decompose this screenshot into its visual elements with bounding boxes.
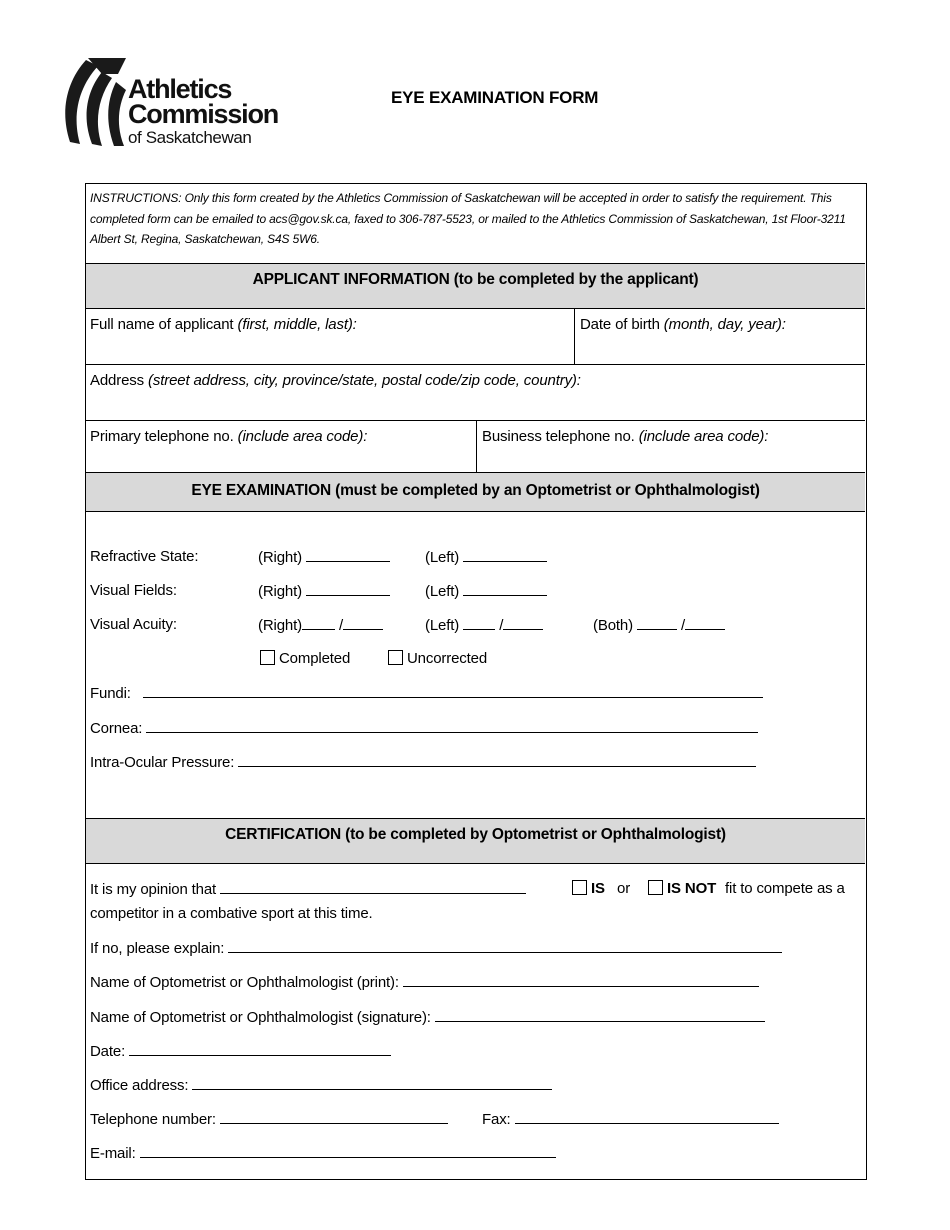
- visual-acuity-left-field[interactable]: (Left) /: [425, 616, 543, 634]
- fax-field[interactable]: Fax:: [482, 1110, 779, 1128]
- form-frame: [85, 183, 867, 1180]
- checkbox-icon: [572, 880, 587, 895]
- uncorrected-checkbox[interactable]: Uncorrected: [388, 650, 487, 667]
- logo-mark-icon: [58, 52, 128, 150]
- checkbox-icon: [648, 880, 663, 895]
- fundi-field[interactable]: Fundi:: [90, 684, 763, 702]
- completed-checkbox[interactable]: Completed: [260, 650, 350, 667]
- visual-fields-label: Visual Fields:: [90, 582, 177, 599]
- telephone-field[interactable]: Telephone number:: [90, 1110, 448, 1128]
- applicant-section-header: APPLICANT INFORMATION (to be completed by the applicant): [86, 263, 865, 309]
- form-title: EYE EXAMINATION FORM: [391, 88, 599, 107]
- is-checkbox[interactable]: IS: [572, 880, 605, 897]
- primary-phone-label: Primary telephone no. (include area code):: [90, 428, 368, 445]
- visual-acuity-label: Visual Acuity:: [90, 616, 177, 633]
- intra-ocular-pressure-field[interactable]: Intra-Ocular Pressure:: [90, 753, 756, 771]
- explain-field[interactable]: If no, please explain:: [90, 939, 782, 957]
- commission-logo: [58, 52, 280, 152]
- checkbox-icon: [260, 650, 275, 665]
- fit-text: fit to compete as a: [725, 880, 845, 897]
- address-label: Address (street address, city, province/state, postal code/zip code, country):: [90, 372, 581, 389]
- logo-text-line1: Athletics: [128, 74, 232, 104]
- divider: [476, 420, 477, 473]
- visual-acuity-both-field[interactable]: (Both) /: [593, 616, 725, 634]
- logo-text-line2: Commission: [128, 99, 279, 129]
- is-not-checkbox[interactable]: IS NOT: [648, 880, 716, 897]
- dob-label: Date of birth (month, day, year):: [580, 316, 786, 333]
- office-address-field[interactable]: Office address:: [90, 1076, 552, 1094]
- opinion-continuation-text: competitor in a combative sport at this time.: [90, 905, 373, 922]
- name-print-field[interactable]: Name of Optometrist or Ophthalmologist (print):: [90, 973, 759, 991]
- full-name-label: Full name of applicant (first, middle, last):: [90, 316, 357, 333]
- date-field[interactable]: Date:: [90, 1042, 391, 1060]
- refractive-right-field[interactable]: (Right): [258, 548, 390, 566]
- business-phone-label: Business telephone no. (include area code):: [482, 428, 769, 445]
- visual-acuity-right-field[interactable]: (Right) /: [258, 616, 383, 634]
- refractive-state-label: Refractive State:: [90, 548, 199, 565]
- visual-fields-left-field[interactable]: (Left): [425, 582, 547, 600]
- name-signature-field[interactable]: Name of Optometrist or Ophthalmologist (signature):: [90, 1008, 765, 1026]
- opinion-field[interactable]: It is my opinion that: [90, 880, 526, 898]
- refractive-left-field[interactable]: (Left): [425, 548, 547, 566]
- exam-section-header: EYE EXAMINATION (must be completed by an Optometrist or Ophthalmologist): [86, 472, 865, 512]
- email-field[interactable]: E-mail:: [90, 1144, 556, 1162]
- visual-fields-right-field[interactable]: (Right): [258, 582, 390, 600]
- divider: [574, 308, 575, 365]
- divider: [86, 364, 865, 365]
- instructions-text: INSTRUCTIONS: Only this form created by the Athletics Commission of Saskatchewan will be accepted in order to satisfy the requirement. This completed form can be emailed to acs@gov.sk.ca, faxed to 306-787-5523, or mailed to the Athletics Commission of Saskatchewan, 1st Floor-3211 Albert St, Regina, Saskatchewan, S4S 5W6.: [90, 191, 846, 246]
- logo-text-line3: of Saskatchewan: [128, 128, 252, 147]
- checkbox-icon: [388, 650, 403, 665]
- or-text: or: [617, 880, 631, 897]
- certification-section-header: CERTIFICATION (to be completed by Optometrist or Ophthalmologist): [86, 818, 865, 864]
- cornea-field[interactable]: Cornea:: [90, 719, 758, 737]
